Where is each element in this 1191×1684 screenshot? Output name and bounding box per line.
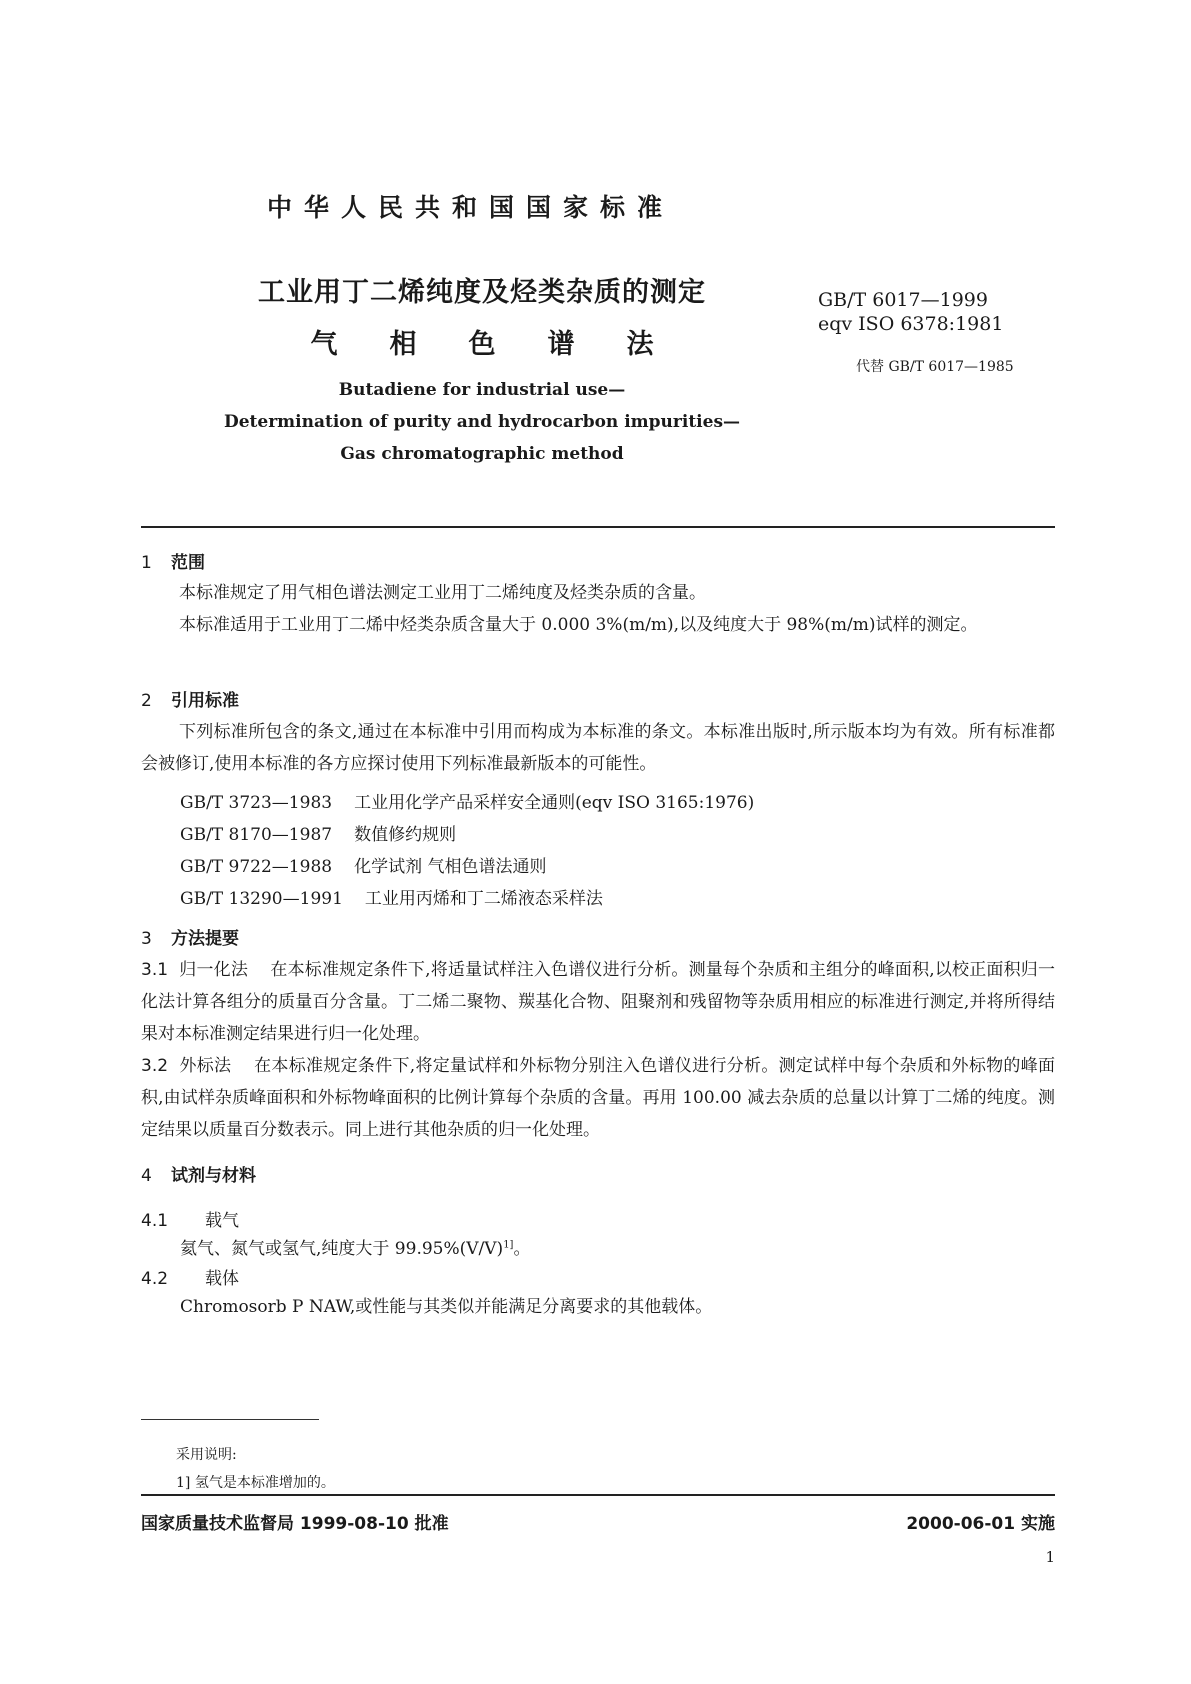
- section-number: 3: [141, 929, 152, 949]
- reference-title: 工业用化学产品采样安全通则(eqv ISO 3165:1976): [354, 793, 755, 813]
- subclause-title: 载体: [205, 1269, 239, 1289]
- section-title: 方法提要: [171, 929, 239, 949]
- carrier-gas-text: 氦气、氮气或氢气,纯度大于 99.95%(V/V): [180, 1239, 504, 1259]
- section-2-heading: [141, 686, 239, 711]
- subclause-number: 4.1: [141, 1211, 169, 1231]
- subclause-4-2: [141, 1264, 239, 1289]
- replaces-note: 代替 GB/T 6017—1985: [856, 359, 1014, 375]
- section-number: 1: [141, 553, 152, 573]
- reference-title: 工业用丙烯和丁二烯液态采样法: [364, 889, 603, 909]
- reference-item: [180, 820, 456, 845]
- subclause-label: 外标法: [179, 1056, 232, 1076]
- section-title: 引用标准: [171, 691, 239, 711]
- section-4-heading: [141, 1161, 256, 1186]
- sentence-end: 。: [513, 1239, 531, 1259]
- footnote-title: 采用说明:: [176, 1447, 237, 1463]
- paragraph: 本标准规定了用气相色谱法测定工业用丁二烯纯度及烃类杂质的含量。: [179, 583, 706, 603]
- implementation-date: 2000-06-01 实施: [906, 1514, 1055, 1534]
- section-1-heading: [141, 548, 205, 573]
- top-divider: [141, 526, 1055, 528]
- subclause-number: 4.2: [141, 1269, 169, 1289]
- reference-item: [180, 852, 546, 877]
- reference-code: GB/T 13290—1991: [180, 889, 343, 909]
- subclause-text: 在本标准规定条件下,将定量试样和外标物分别注入色谱仪进行分析。测定试样中每个杂质和外标物的峰面积,由试样杂质峰面积和外标物峰面积的比例计算每个杂质的含量。再用 100.00 减去杂质的总量以计算丁二烯的纯度。测定结果以质量百分数表示。同上进行其他杂质的归一化处理。: [141, 1056, 1056, 1140]
- reference-title: 数值修约规则: [354, 825, 457, 845]
- footnote-text: 1] 氢气是本标准增加的。: [176, 1475, 335, 1491]
- subclause-text: 在本标准规定条件下,将适量试样注入色谱仪进行分析。测量每个杂质和主组分的峰面积,以校正面积归一化法计算各组分的质量百分含量。丁二烯二聚物、羰基化合物、阻聚剂和残留物等杂质用相应的标准进行测定,并将所得结果对本标准测定结果进行归一化处理。: [141, 960, 1056, 1044]
- section-2-body: [141, 716, 1055, 780]
- paragraph: 本标准适用于工业用丁二烯中烃类杂质含量大于 0.000 3%(m/m),以及纯度大于 98%(m/m)试样的测定。: [179, 615, 978, 635]
- section-number: 2: [141, 691, 152, 711]
- reference-item: [180, 788, 754, 813]
- title-en-line2: Determination of purity and hydrocarbon impurities—: [223, 412, 741, 432]
- subclause-number: 3.2: [141, 1056, 169, 1076]
- subclause-3-1: [141, 954, 1055, 1050]
- section-1-body: [141, 577, 1055, 641]
- reference-code: GB/T 3723—1983: [180, 793, 333, 813]
- footnote-ref: 1]: [503, 1239, 514, 1251]
- subclause-label: 归一化法: [179, 960, 249, 980]
- bottom-divider: [141, 1494, 1055, 1496]
- title-zh-line1: 工业用丁二烯纯度及烃类杂质的测定: [258, 277, 706, 308]
- reference-code: GB/T 9722—1988: [180, 857, 333, 877]
- footnote-divider: [141, 1419, 319, 1420]
- approval-line: 国家质量技术监督局 1999-08-10 批准: [141, 1514, 449, 1534]
- subclause-number: 3.1: [141, 960, 169, 980]
- title-en-line1: Butadiene for industrial use—: [338, 380, 626, 400]
- subclause-title: 载气: [205, 1211, 239, 1231]
- standard-code-block: [818, 288, 1003, 336]
- reference-title: 化学试剂 气相色谱法通则: [354, 857, 547, 877]
- page-number: 1: [1045, 1548, 1055, 1566]
- title-zh-line2: 气相色谱法: [310, 329, 706, 360]
- reference-item: [180, 884, 603, 909]
- standard-equivalent: eqv ISO 6378:1981: [818, 313, 1004, 335]
- standard-code: GB/T 6017—1999: [818, 289, 988, 311]
- paragraph: 下列标准所包含的条文,通过在本标准中引用而构成为本标准的条文。本标准出版时,所示版本均为有效。所有标准都会被修订,使用本标准的各方应探讨使用下列标准最新版本的可能性。: [141, 722, 1055, 774]
- subclause-4-1: [141, 1206, 239, 1231]
- section-title: 试剂与材料: [171, 1166, 256, 1186]
- national-standard-header: 中华人民共和国国家标准: [266, 193, 674, 222]
- subclause-4-1-text: [180, 1234, 530, 1259]
- section-number: 4: [141, 1166, 152, 1186]
- subclause-3-2: [141, 1050, 1055, 1146]
- section-3-heading: [141, 924, 239, 949]
- section-title: 范围: [171, 553, 205, 573]
- section-3-body: [141, 954, 1055, 1146]
- title-en-line3: Gas chromatographic method: [340, 444, 624, 464]
- subclause-4-2-text: Chromosorb P NAW,或性能与其类似并能满足分离要求的其他载体。: [180, 1297, 713, 1317]
- reference-code: GB/T 8170—1987: [180, 825, 333, 845]
